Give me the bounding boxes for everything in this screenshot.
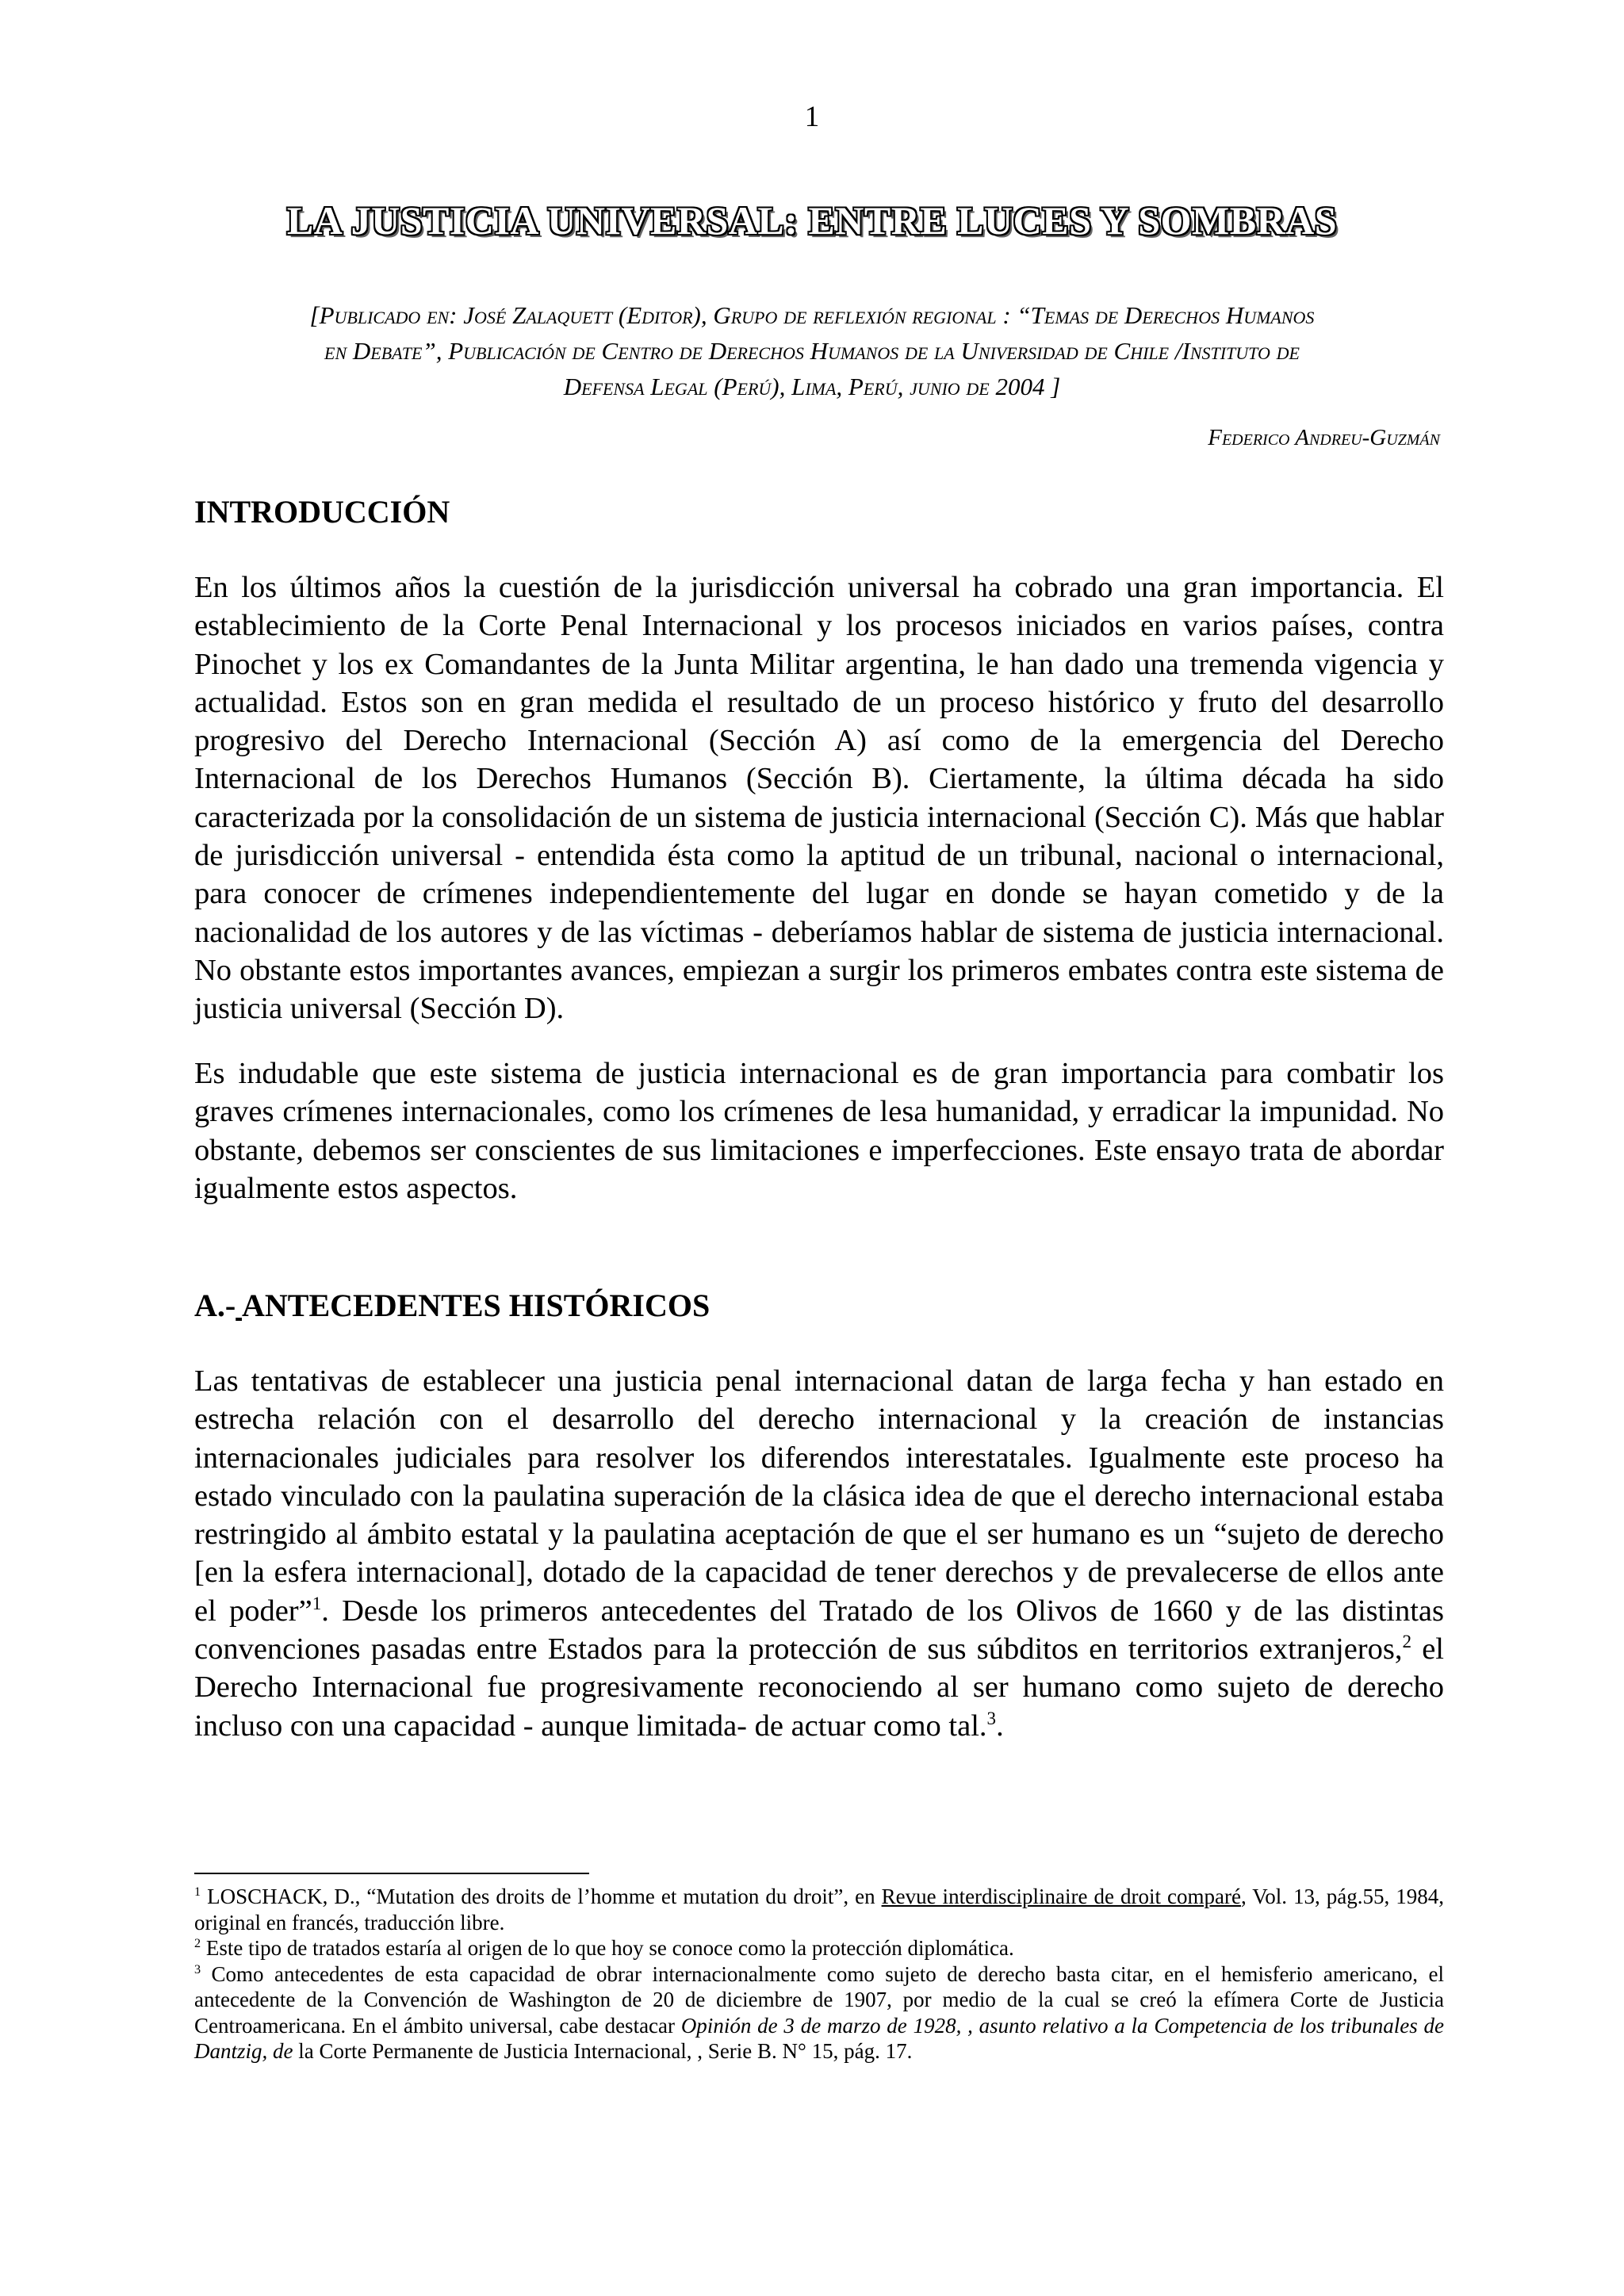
footnote-separator: [194, 1873, 589, 1874]
footnote-2-number: 2: [194, 1936, 201, 1950]
section-a-text-part-2: . Desde los primeros antecedentes del Tratado de los Olivos de 1660 y de las distintas convenciones pasadas entre Estados para la protección de sus súbditos en territorios extranjeros,: [194, 1594, 1444, 1667]
section-a-underlined-space: [236, 1288, 242, 1323]
author-name: Federico Andreu-Guzmán: [1208, 425, 1440, 450]
footnote-ref-3[interactable]: 3: [986, 1707, 997, 1728]
page-number: 1: [804, 101, 820, 133]
publication-note-line-2: en Debate”, Publicación de Centro de Derechos Humanos de la Universidad de Chile /Instituto de: [324, 337, 1300, 365]
footnote-1-text-pre: LOSCHACK, D., “Mutation des droits de l’homme et mutation du droit”, en: [201, 1885, 882, 1908]
footnote-3-text-italic: Opinión de 3 de marzo de 1928, , asunto relativo a la Competencia de los tribunales de Dantzig, de: [194, 2013, 1444, 2063]
footnote-2: [194, 1935, 1444, 1961]
section-a-text-part-3: el Derecho Internacional fue progresivamente reconociendo al ser humano como sujeto de derecho incluso con una capacidad - aunque limitada- de actuar como tal.: [194, 1632, 1444, 1743]
footnote-ref-1[interactable]: 1: [312, 1592, 322, 1613]
section-a-text-part-4: .: [996, 1709, 1004, 1743]
introduction-paragraph-1: En los últimos años la cuestión de la jurisdicción universal ha cobrado una gran importancia. El establecimiento de la Corte Penal Internacional y los procesos iniciados en varios países, contra Pinochet y los ex Comandantes de la Junta Militar argentina, le han dado una tremenda vigencia y actualidad. Estos son en gran medida el resultado de un proceso histórico y fruto del desarrollo progresivo del Derecho Internacional (Sección A) así como de la emergencia del Derecho Internacional de los Derechos Humanos (Sección B). Ciertamente, la última década ha sido caracterizada por la consolidación de un sistema de justicia internacional (Sección C). Más que hablar de jurisdicción universal - entendida ésta como la aptitud de un tribunal, nacional o internacional, para conocer de crímenes independientemente del lugar en donde se hayan cometido y de la nacionalidad de los autores y de las víctimas - deberíamos hablar de sistema de justicia internacional. No obstante estos importantes avances, empiezan a surgir los primeros embates contra este sistema de justicia universal (Sección D).: [194, 571, 1444, 1026]
footnote-2-text: Este tipo de tratados estaría al origen de lo que hoy se conoce como la protección diplomática.: [201, 1936, 1014, 1960]
footnote-3-number: 3: [194, 1961, 201, 1976]
footnote-3: [194, 1961, 1444, 2064]
publication-note-line-1: [Publicado en: José Zalaquett (Editor), Grupo de reflexión regional : “Temas de Derechos Humanos: [309, 301, 1315, 329]
introduction-heading: INTRODUCCIÓN: [194, 494, 450, 530]
publication-note: [198, 297, 1426, 404]
footnote-3-text-pre: Como antecedentes de esta capacidad de obrar internacionalmente como sujeto de derecho basta citar, en el hemisferio americano, el antecedente de la Convención de Washington de 20 de diciembre de 1907, por medio de la cual se creó la efímera Corte de Justicia Centroamericana. En el ámbito universal, cabe destacar: [194, 1961, 1444, 2038]
section-a-prefix: A.-: [194, 1288, 236, 1323]
section-a-heading: [194, 1287, 710, 1325]
footnote-3-text-post: la Corte Permanente de Justicia Internacional, , Serie B. N° 15, pág. 17.: [293, 2039, 913, 2063]
publication-note-line-3: Defensa Legal (Perú), Lima, Perú, junio de 2004 ]: [563, 373, 1061, 400]
document-title: LA JUSTICIA UNIVERSAL: ENTRE LUCES Y SOMBRAS: [286, 198, 1338, 243]
introduction-paragraph-2: Es indudable que este sistema de justicia internacional es de gran importancia para combatir los graves crímenes internacionales, como los crímenes de lesa humanidad, y erradicar la impunidad. No obstante, debemos ser conscientes de sus limitaciones e imperfecciones. Este ensayo trata de abordar igualmente estos aspectos.: [194, 1057, 1444, 1205]
section-a-label: ANTECEDENTES HISTÓRICOS: [242, 1288, 710, 1323]
footnote-1-text-post: , Vol. 13, pág.55, 1984, original en francés, traducción libre.: [194, 1885, 1444, 1934]
footnote-1: [194, 1884, 1444, 1935]
section-a-text-part-1: Las tentativas de establecer una justicia penal internacional datan de larga fecha y han estado en estrecha relación con el desarrollo del derecho internacional y la creación de instancias internacionales judiciales para resolver los diferendos interestatales. Igualmente este proceso ha estado vinculado con la paulatina superación de la clásica idea de que el derecho internacional estaba restringido al ámbito estatal y la paulatina aceptación de que el ser humano es un “sujeto de derecho [en la esfera internacional], dotado de la capacidad de tener derechos y de prevalecerse de ellos ante el poder”: [194, 1364, 1444, 1628]
section-a-paragraph-1: [194, 1362, 1444, 1745]
footnote-1-journal-link[interactable]: Revue interdisciplinaire de droit comparé: [881, 1885, 1241, 1908]
footnote-ref-2[interactable]: 2: [1402, 1631, 1412, 1652]
footnotes: [194, 1884, 1444, 2064]
footnote-1-number: 1: [194, 1885, 201, 1899]
